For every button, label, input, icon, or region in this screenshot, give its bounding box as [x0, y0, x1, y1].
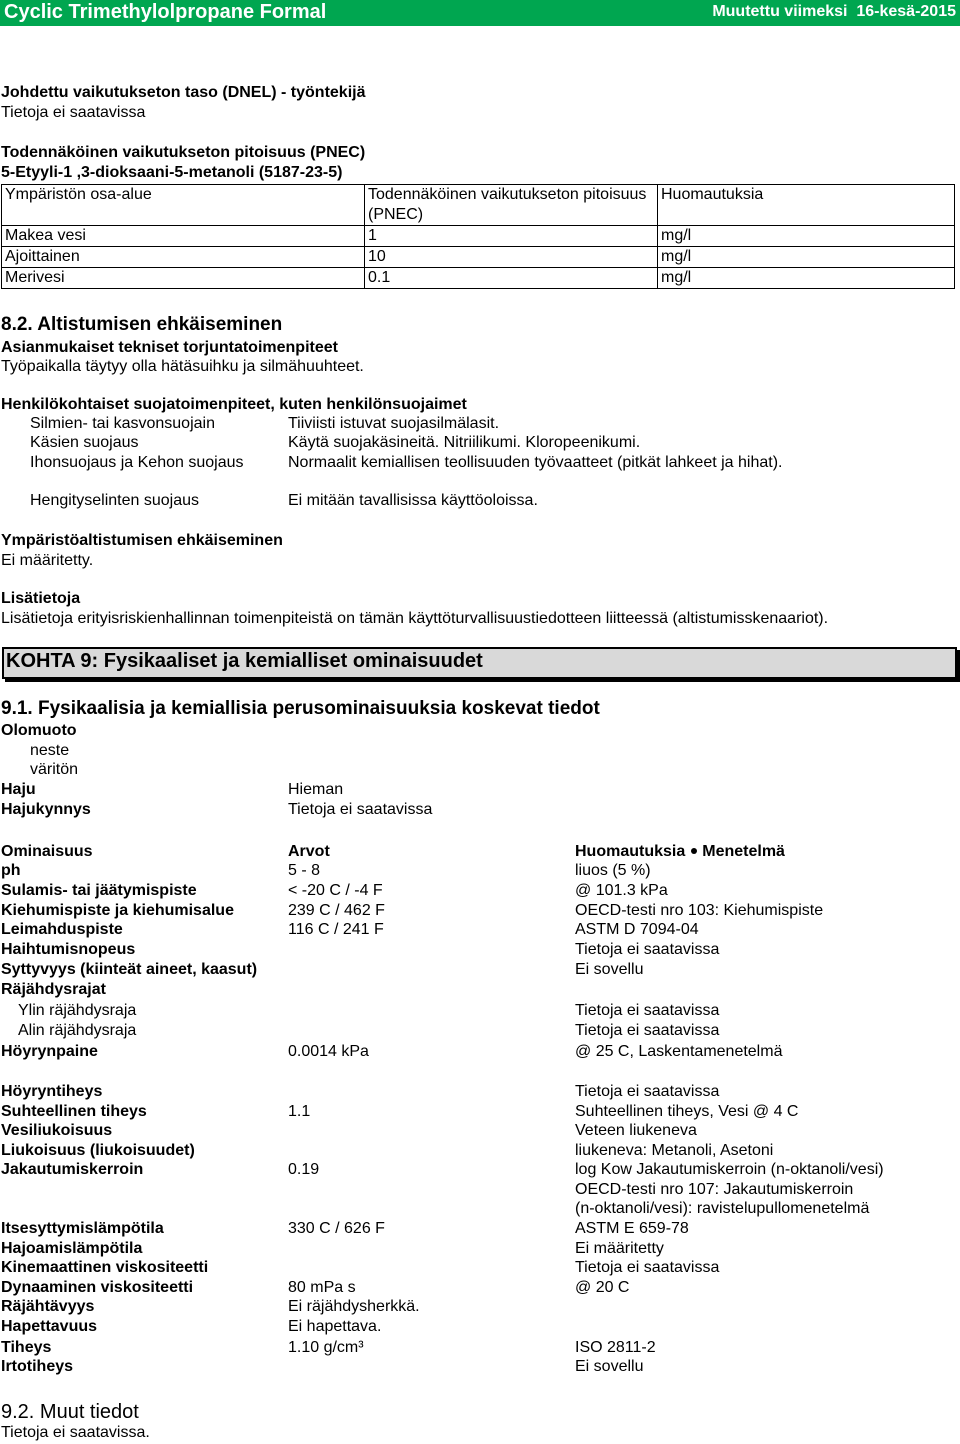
property-remark: @ 25 C, Laskentamenetelmä: [575, 1043, 783, 1060]
property-remark: OECD-testi nro 107: Jakautumiskerroin: [575, 1181, 854, 1198]
pnec-table: [1, 184, 955, 289]
pnec-row: [2, 226, 955, 247]
appearance-label: Olomuoto: [1, 722, 77, 739]
property-value: 239 C / 462 F: [288, 902, 385, 919]
property-name: Vesiliukoisuus: [1, 1122, 113, 1139]
property-remark: ASTM E 659-78: [575, 1220, 689, 1237]
ppe-value: Käytä suojakäsineitä. Nitriilikumi. Kloropeenikumi.: [288, 434, 641, 451]
pnec-unit: mg/l: [658, 226, 955, 247]
dnel-value: Tietoja ei saatavissa: [1, 104, 146, 121]
property-remark: ASTM D 7094-04: [575, 921, 699, 938]
ppe-label: Ihonsuojaus ja Kehon suojaus: [30, 454, 244, 471]
property-name: Kinemaattinen viskositeetti: [1, 1259, 209, 1276]
property-name: Hajoamislämpötila: [1, 1240, 143, 1257]
property-name: Liukoisuus (liukoisuudet): [1, 1142, 195, 1159]
property-value: Ei räjähdysherkkä.: [288, 1298, 420, 1315]
pnec-value: 0.1: [365, 268, 658, 289]
revision-info: [712, 3, 956, 21]
section-9-title: KOHTA 9: Fysikaaliset ja kemialliset ominaisuudet: [6, 650, 483, 672]
document-title: Cyclic Trimethylolpropane Formal: [4, 1, 327, 23]
property-remark: Tietoja ei saatavissa: [575, 1259, 720, 1276]
property-remark: log Kow Jakautumiskerroin (n-oktanoli/vesi): [575, 1161, 884, 1178]
appearance-color: väritön: [30, 761, 79, 778]
property-remark: Ei sovellu: [575, 1358, 644, 1375]
property-remark: liukeneva: Metanoli, Asetoni: [575, 1142, 774, 1159]
section-9-1-heading: 9.1. Fysikaalisia ja kemiallisia perusominaisuuksia koskevat tiedot: [1, 698, 600, 719]
property-value: 0.0014 kPa: [288, 1043, 369, 1060]
property-value: 330 C / 626 F: [288, 1220, 385, 1237]
property-name: Itsesyttymislämpötila: [1, 1220, 164, 1237]
property-value: 116 C / 241 F: [288, 921, 384, 938]
property-name: Alin räjähdysraja: [18, 1022, 137, 1039]
property-remark: @ 101.3 kPa: [575, 882, 668, 899]
property-remark: Suhteellinen tiheys, Vesi @ 4 C: [575, 1103, 799, 1120]
property-remark: Tietoja ei saatavissa: [575, 1022, 720, 1039]
property-name: Kiehumispiste ja kiehumisalue: [1, 902, 234, 919]
eng-controls-text: Työpaikalla täytyy olla hätäsuihku ja silmähuuhteet.: [1, 358, 364, 375]
pnec-area: Merivesi: [2, 268, 365, 289]
ppe-value: Ei mitään tavallisissa käyttöoloissa.: [288, 492, 538, 509]
property-value: 5 - 8: [288, 862, 321, 879]
property-value: Ei hapettava.: [288, 1318, 382, 1335]
ppe-label: Käsien suojaus: [30, 434, 139, 451]
property-name: Tiheys: [1, 1339, 52, 1356]
pnec-value: 10: [365, 247, 658, 268]
property-name: Ylin räjähdysraja: [18, 1002, 137, 1019]
appearance-state: neste: [30, 742, 70, 759]
ppe-value: Tiiviisti istuvat suojasilmälasit.: [288, 415, 500, 432]
dnel-heading: Johdettu vaikutukseton taso (DNEL) - työntekijä: [1, 84, 366, 101]
pnec-substance: 5-Etyyli-1 ,3-dioksaani-5-metanoli (5187-23-5): [1, 164, 343, 181]
pnec-header-row: [2, 185, 955, 226]
pnec-row: [2, 247, 955, 268]
property-name: ph: [1, 862, 21, 879]
col-remarks: Huomautuksia: [575, 843, 686, 860]
odor-label: Haju: [1, 781, 36, 798]
pnec-area: Makea vesi: [2, 226, 365, 247]
property-name: Räjähdysrajat: [1, 981, 106, 998]
pnec-col-remarks: Huomautuksia: [658, 185, 955, 226]
property-value: 1.1: [288, 1103, 311, 1120]
odor-value: Hieman: [288, 781, 344, 798]
property-remark: Tietoja ei saatavissa: [575, 1083, 720, 1100]
property-name: Haihtumisnopeus: [1, 941, 136, 958]
property-remark: liuos (5 %): [575, 862, 651, 879]
col-values: Arvot: [288, 843, 330, 860]
property-name: Jakautumiskerroin: [1, 1161, 144, 1178]
revision-label: Muutettu viimeksi: [712, 3, 848, 20]
property-value: 1.10 g/cm³: [288, 1339, 364, 1356]
ppe-label: Silmien- tai kasvonsuojain: [30, 415, 215, 432]
section-9-2-heading: 9.2. Muut tiedot: [1, 1401, 139, 1423]
property-name: Höyryntiheys: [1, 1083, 103, 1100]
col-method: Menetelmä: [702, 843, 785, 860]
bullet-icon: [691, 848, 697, 854]
property-name: Hapettavuus: [1, 1318, 98, 1335]
pnec-unit: mg/l: [658, 247, 955, 268]
pnec-row: [2, 268, 955, 289]
odor-threshold-value: Tietoja ei saatavissa: [288, 801, 433, 818]
property-value: 0.19: [288, 1161, 320, 1178]
property-name: Suhteellinen tiheys: [1, 1103, 147, 1120]
property-remark: Ei sovellu: [575, 961, 644, 978]
pnec-unit: mg/l: [658, 268, 955, 289]
ppe-label: Hengityselinten suojaus: [30, 492, 199, 509]
property-value: 80 mPa s: [288, 1279, 356, 1296]
col-remarks-method: [575, 843, 785, 861]
revision-date: 16-kesä-2015: [856, 3, 956, 20]
property-remark: ISO 2811-2: [575, 1339, 656, 1356]
section-9-2-text: Tietoja ei saatavissa.: [1, 1424, 150, 1441]
property-name: Dynaaminen viskositeetti: [1, 1279, 194, 1296]
env-exposure-heading: Ympäristöaltistumisen ehkäiseminen: [1, 532, 283, 549]
property-value: < -20 C / -4 F: [288, 882, 383, 899]
pnec-col-value: Todennäköinen vaikutukseton pitoisuus (PNEC): [365, 185, 658, 226]
extra-info-text: Lisätietoja erityisriskienhallinnan toimenpiteistä on tämän käyttöturvallisuustiedotteen liitteessä (altistumisskenaariot).: [1, 610, 829, 627]
property-remark: OECD-testi nro 103: Kiehumispiste: [575, 902, 824, 919]
property-name: Irtotiheys: [1, 1358, 74, 1375]
property-remark: Veteen liukeneva: [575, 1122, 697, 1139]
property-name: Höyrynpaine: [1, 1043, 98, 1060]
property-remark: @ 20 C: [575, 1279, 630, 1296]
pnec-col-area: Ympäristön osa-alue: [2, 185, 365, 226]
property-name: Leimahduspiste: [1, 921, 123, 938]
property-remark: Ei määritetty: [575, 1240, 664, 1257]
env-exposure-text: Ei määritetty.: [1, 552, 94, 569]
ppe-heading: Henkilökohtaiset suojatoimenpiteet, kuten henkilönsuojaimet: [1, 396, 467, 413]
property-name: Sulamis- tai jäätymispiste: [1, 882, 197, 899]
ppe-value: Normaalit kemiallisen teollisuuden työvaatteet (pitkät lahkeet ja hihat).: [288, 454, 783, 471]
pnec-value: 1: [365, 226, 658, 247]
property-remark: Tietoja ei saatavissa: [575, 1002, 720, 1019]
property-remark: Tietoja ei saatavissa: [575, 941, 720, 958]
property-name: Räjähtävyys: [1, 1298, 95, 1315]
pnec-area: Ajoittainen: [2, 247, 365, 268]
extra-info-heading: Lisätietoja: [1, 590, 81, 607]
odor-threshold-label: Hajukynnys: [1, 801, 91, 818]
eng-controls-heading: Asianmukaiset tekniset torjuntatoimenpiteet: [1, 339, 338, 356]
property-remark: (n-oktanoli/vesi): ravistelupullomenetelmä: [575, 1200, 870, 1217]
section-8-2-heading: 8.2. Altistumisen ehkäiseminen: [1, 314, 283, 335]
pnec-heading: Todennäköinen vaikutukseton pitoisuus (PNEC): [1, 144, 366, 161]
property-name: Syttyvyys (kiinteät aineet, kaasut): [1, 961, 258, 978]
col-property: Ominaisuus: [1, 843, 93, 860]
